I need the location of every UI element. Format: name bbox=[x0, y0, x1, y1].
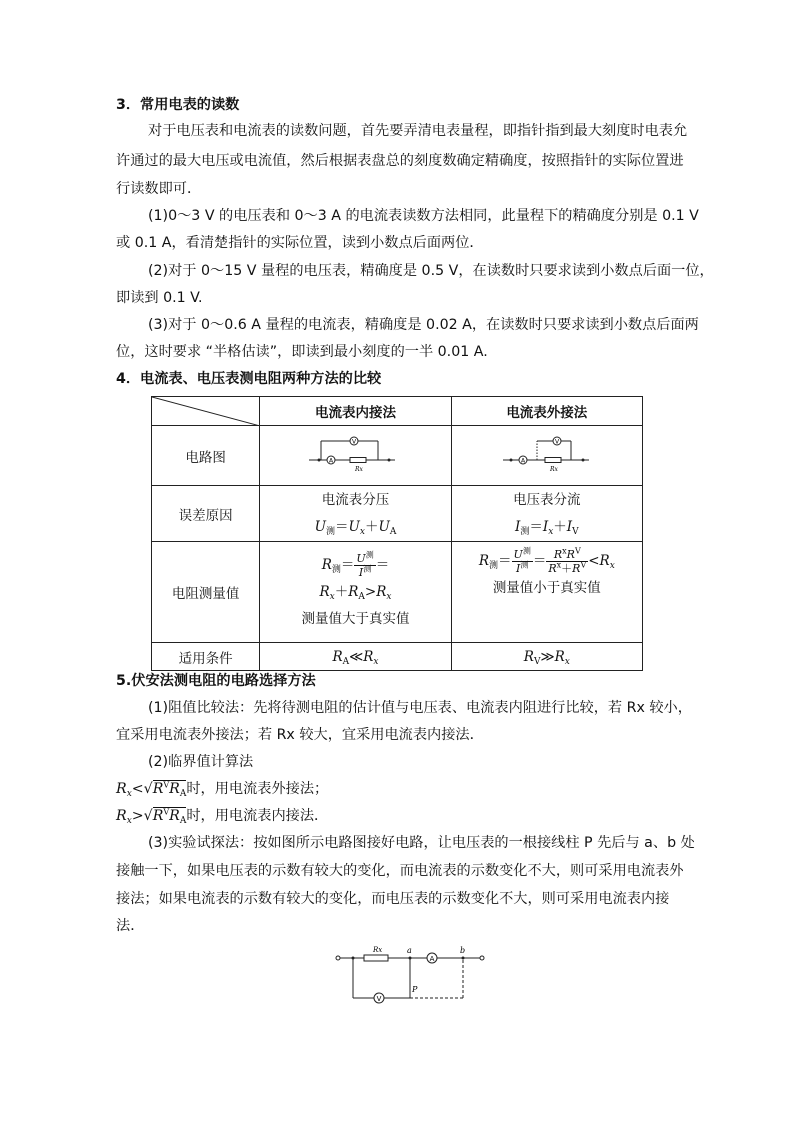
point-b-label: b bbox=[460, 946, 466, 955]
sec3-intro-line2: 许通过的最大电压或电流值，然后根据表盘总的刻度数确定精确度，按照指针的实际位置进 bbox=[116, 153, 684, 169]
section-3-heading: 3．常用电表的读数 bbox=[116, 97, 240, 113]
error-external-text: 电压表分流 bbox=[513, 491, 581, 508]
header-external: 电流表外接法 bbox=[451, 397, 642, 426]
sec5-m1-line1: (1)阻值比较法：先将待测电阻的估计值与电压表、电流表内阻进行比较，若 Rx 较小， bbox=[148, 700, 692, 716]
sec3-item1-line2: 或 0.1 A，看清楚指针的实际位置，读到小数点后面两位． bbox=[116, 235, 484, 251]
formula-r-external: $R_测=$ $\frac{U^测}{I^测}$ ＝ $\frac{R^xR^V}{R^x+R^V}$ $<R_x$ bbox=[478, 546, 615, 575]
ammeter-label: A bbox=[520, 457, 525, 464]
header-internal: 电流表内接法 bbox=[260, 397, 451, 426]
condition-external: $R_V≫R_x$ bbox=[451, 643, 642, 671]
sec3-item1-line1: (1)0～3 V 的电压表和 0～3 A 的电流表读数方法相同，此量程下的精确度分别是 0.1 V bbox=[148, 208, 699, 224]
sec5-m2-case-a: $R_x<√R^VR_A$时，用电流表外接法； bbox=[116, 780, 329, 799]
trial-circuit-diagram bbox=[332, 940, 492, 1020]
sec5-m3-line4: 法． bbox=[116, 918, 145, 934]
voltmeter-label: V bbox=[554, 438, 559, 445]
sec5-m3-line1: (3)实验试探法：按如图所示电路图接好电路，让电压表的一根接线柱 P 先后与 a、b 处 bbox=[148, 835, 695, 851]
rx-label: Rx bbox=[549, 465, 558, 473]
circuit-external-cell bbox=[451, 426, 642, 486]
formula-r-internal-1: $R_测=$ $\frac{U^测}{I^测}$ ＝ bbox=[321, 549, 390, 579]
sec3-item3-line2: 位，这时要求 “半格估读”，即读到最小刻度的一半 0.01 A. bbox=[116, 344, 488, 360]
error-external-cell bbox=[451, 486, 642, 542]
sec3-intro-line3: 行读数即可． bbox=[116, 181, 202, 197]
circuit-diagram-internal bbox=[305, 429, 405, 479]
sec3-item2-line1: (2)对于 0～15 V 量程的电压表，精确度是 0.5 V，在读数时只要求读到小数点后面一位， bbox=[148, 263, 714, 279]
sec3-item3-line1: (3)对于 0～0.6 A 量程的电流表，精确度是 0.02 A，在读数时只要求读到小数点后面两 bbox=[148, 317, 699, 333]
row-label-measured: 电阻测量值 bbox=[152, 542, 260, 643]
rx-label: Rx bbox=[373, 946, 383, 954]
rx-label: Rx bbox=[355, 465, 364, 473]
sec5-m2-heading: (2)临界值计算法 bbox=[148, 754, 254, 770]
point-a-label: a bbox=[407, 946, 412, 955]
formula-i-measured: $I_测=I_x+I_V$ bbox=[515, 518, 579, 537]
error-internal-text: 电流表分压 bbox=[321, 491, 390, 508]
sec3-intro-line1: 对于电压表和电流表的读数问题，首先要弄清电表量程，即指针指到最大刻度时电表允 bbox=[148, 123, 688, 139]
case-b-text: 时，用电流表内接法． bbox=[186, 808, 329, 824]
case-a-text: 时，用电流表外接法； bbox=[186, 781, 329, 797]
sec3-item2-line2: 即读到 0.1 V. bbox=[116, 290, 203, 306]
row-label-circuit: 电路图 bbox=[152, 426, 260, 486]
ammeter-label: A bbox=[429, 955, 435, 963]
measured-internal-text: 测量值大于真实值 bbox=[301, 610, 410, 627]
diagonal-line-icon bbox=[152, 397, 260, 426]
point-p-label: P bbox=[412, 985, 418, 994]
section-4-heading: 4．电流表、电压表测电阻两种方法的比较 bbox=[116, 371, 382, 387]
voltmeter-label: V bbox=[352, 438, 357, 445]
sec5-m1-line2: 宜采用电流表外接法；若 Rx 较大，宜采用电流表内接法． bbox=[116, 727, 484, 743]
table-corner-cell bbox=[152, 397, 260, 426]
sec5-m3-line2: 接触一下，如果电压表的示数有较大的变化，而电流表的示数变化不大，则可采用电流表外 bbox=[116, 863, 684, 879]
measured-internal-cell bbox=[260, 542, 451, 643]
ammeter-label: A bbox=[329, 457, 334, 464]
comparison-table bbox=[151, 396, 643, 671]
circuit-internal-cell bbox=[260, 426, 451, 486]
measured-external-text: 测量值小于真实值 bbox=[492, 580, 601, 596]
measured-external-cell bbox=[451, 542, 642, 643]
sec5-m3-line3: 接法；如果电流表的示数有较大的变化，而电压表的示数变化不大，则可采用电流表内接 bbox=[116, 891, 670, 907]
row-label-condition: 适用条件 bbox=[152, 643, 260, 671]
row-label-error: 误差原因 bbox=[152, 486, 260, 542]
sec5-m2-case-b: $R_x>√R^VR_A$时，用电流表内接法． bbox=[116, 807, 329, 826]
section-5-heading: 5.伏安法测电阻的电路选择方法 bbox=[116, 673, 316, 689]
error-internal-cell bbox=[260, 486, 451, 542]
circuit-diagram-external bbox=[497, 429, 597, 479]
voltmeter-label: V bbox=[376, 995, 382, 1003]
formula-u-measured: $U_测=U_x+U_A$ bbox=[314, 518, 397, 537]
formula-r-internal-2: $R_x+R_A>R_x$ bbox=[319, 583, 392, 602]
condition-internal: $R_A≪R_x$ bbox=[260, 643, 451, 671]
